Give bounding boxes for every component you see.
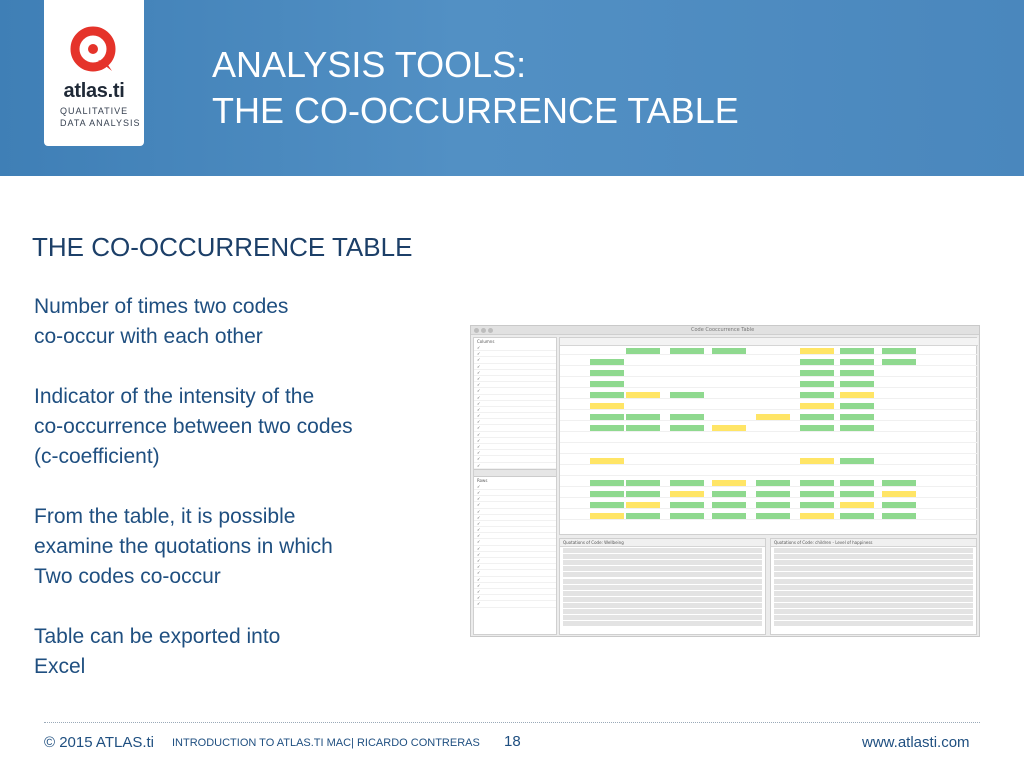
window-minimize-icon [481, 328, 486, 333]
code-list-row: ✓ [474, 370, 556, 376]
grid-cell [590, 513, 624, 519]
grid-cell [800, 480, 834, 486]
quotation-row [774, 609, 973, 614]
code-list-row: ✓ [474, 533, 556, 539]
quotation-row [563, 548, 762, 553]
code-list-row: ✓ [474, 351, 556, 357]
code-list-row: ✓ [474, 490, 556, 496]
grid-cell [800, 370, 834, 376]
grid-cell [626, 491, 660, 497]
window-close-icon [474, 328, 479, 333]
code-selection-panel [473, 337, 557, 635]
code-list-row: ✓ [474, 583, 556, 589]
grid-header-row [560, 338, 978, 346]
grid-cell [840, 381, 874, 387]
column-code-list [474, 345, 556, 469]
code-list-row: ✓ [474, 388, 556, 394]
grid-cell [626, 480, 660, 486]
grid-cell [712, 491, 746, 497]
quotation-list-right [770, 538, 977, 635]
atlas-ti-logo-icon [68, 24, 118, 74]
grid-cell [670, 491, 704, 497]
slide-title [212, 42, 739, 134]
grid-cell [882, 502, 916, 508]
grid-cell [840, 458, 874, 464]
grid-cell [626, 414, 660, 420]
grid-cell [756, 502, 790, 508]
bullet-text: From the table, it is possible examine the quotations in which Two codes co-occur [34, 505, 333, 588]
code-list-row: ✓ [474, 364, 556, 370]
grid-cell [800, 491, 834, 497]
grid-cell [840, 502, 874, 508]
grid-cell [712, 502, 746, 508]
code-list-row: ✓ [474, 432, 556, 438]
code-list-row: ✓ [474, 419, 556, 425]
page-number: 18 [504, 733, 521, 750]
grid-row [560, 392, 978, 399]
quotation-row [774, 572, 973, 577]
logo-wordmark: atlas.ti [63, 80, 125, 102]
atlas-ti-logo [44, 0, 144, 146]
quotation-row [774, 615, 973, 620]
grid-cell [840, 392, 874, 398]
grid-cell [840, 348, 874, 354]
grid-cell [756, 491, 790, 497]
code-list-row: ✓ [474, 515, 556, 521]
window-zoom-icon [488, 328, 493, 333]
grid-cell [800, 414, 834, 420]
quotation-row [774, 560, 973, 565]
grid-row [560, 348, 978, 355]
columns-header: Columns [477, 339, 495, 344]
quotation-panels [559, 538, 977, 635]
code-list-row: ✓ [474, 558, 556, 564]
grid-cell [800, 359, 834, 365]
grid-row [560, 425, 978, 432]
grid-cell [882, 491, 916, 497]
grid-cell [670, 348, 704, 354]
grid-row [560, 403, 978, 410]
section-title: THE CO-OCCURRENCE TABLE [32, 232, 413, 262]
quotation-row [563, 591, 762, 596]
grid-cell [800, 502, 834, 508]
quotation-row [563, 585, 762, 590]
grid-row [560, 414, 978, 421]
code-list-row: ✓ [474, 395, 556, 401]
grid-cell [590, 458, 624, 464]
code-list-row: ✓ [474, 456, 556, 462]
quotation-list-header: Quotations of Code: children - Level of happiness [771, 539, 976, 547]
code-list-row: ✓ [474, 438, 556, 444]
grid-cell [800, 425, 834, 431]
grid-cell [590, 392, 624, 398]
row-code-list [474, 484, 556, 608]
panel-divider [474, 469, 556, 477]
quotation-row [563, 572, 762, 577]
code-list-row: ✓ [474, 496, 556, 502]
quotation-row [774, 591, 973, 596]
quotation-row [774, 566, 973, 571]
grid-cell [840, 425, 874, 431]
grid-row [560, 491, 978, 498]
quotation-row [563, 621, 762, 626]
code-list-row: ✓ [474, 484, 556, 490]
code-list-row: ✓ [474, 382, 556, 388]
grid-cell [712, 513, 746, 519]
grid-cell [840, 513, 874, 519]
grid-row [560, 458, 978, 465]
grid-row [560, 436, 978, 443]
quotation-row [774, 603, 973, 608]
grid-cell [712, 425, 746, 431]
grid-cell [590, 502, 624, 508]
grid-cell [756, 480, 790, 486]
quotation-list-header: Quotations of Code: Wellbeing [560, 539, 765, 547]
grid-cell [882, 513, 916, 519]
grid-cell [670, 480, 704, 486]
quotation-row [563, 603, 762, 608]
grid-cell [800, 403, 834, 409]
quotation-row [774, 579, 973, 584]
slide-header [0, 0, 1024, 176]
grid-cell [756, 513, 790, 519]
grid-cell [840, 480, 874, 486]
quotation-row [563, 554, 762, 559]
grid-cell [670, 392, 704, 398]
quotation-row [563, 597, 762, 602]
grid-row [560, 513, 978, 520]
code-list-row: ✓ [474, 413, 556, 419]
grid-cell [670, 502, 704, 508]
grid-cell [590, 491, 624, 497]
code-list-row: ✓ [474, 357, 556, 363]
grid-cell [756, 414, 790, 420]
code-list-row: ✓ [474, 601, 556, 607]
grid-cell [800, 513, 834, 519]
code-list-row: ✓ [474, 589, 556, 595]
bullet-text: Table can be exported into Excel [34, 625, 281, 678]
code-list-row: ✓ [474, 401, 556, 407]
grid-cell [670, 414, 704, 420]
cooccurrence-table-screenshot [470, 325, 980, 637]
rows-header: Rows [477, 477, 488, 483]
code-list-row: ✓ [474, 564, 556, 570]
quotation-row [563, 615, 762, 620]
grid-cell [670, 425, 704, 431]
code-list-row: ✓ [474, 425, 556, 431]
grid-cell [590, 381, 624, 387]
grid-cell [590, 370, 624, 376]
quotation-row [563, 560, 762, 565]
grid-cell [590, 480, 624, 486]
code-list-row: ✓ [474, 577, 556, 583]
grid-cell [882, 359, 916, 365]
quotation-row [563, 609, 762, 614]
code-list-row: ✓ [474, 509, 556, 515]
copyright-text: © 2015 ATLAS.ti [44, 734, 155, 751]
grid-cell [840, 359, 874, 365]
cooccurrence-grid [559, 337, 977, 535]
grid-cell [800, 381, 834, 387]
quotation-row [774, 585, 973, 590]
grid-cell [670, 513, 704, 519]
slide-title-line-2: THE CO-OCCURRENCE TABLE [212, 90, 739, 131]
grid-cell [712, 480, 746, 486]
code-list-row: ✓ [474, 345, 556, 351]
code-list-row: ✓ [474, 546, 556, 552]
code-list-row: ✓ [474, 376, 556, 382]
grid-cell [626, 425, 660, 431]
grid-row [560, 502, 978, 509]
website-link: www.atlasti.com [862, 734, 970, 751]
code-list-row: ✓ [474, 570, 556, 576]
quotation-row [774, 554, 973, 559]
grid-row [560, 370, 978, 377]
grid-cell [712, 348, 746, 354]
grid-cell [626, 502, 660, 508]
grid-cell [800, 458, 834, 464]
grid-cell [882, 348, 916, 354]
grid-row [560, 480, 978, 487]
grid-cell [626, 348, 660, 354]
quotation-row [774, 597, 973, 602]
code-list-row: ✓ [474, 407, 556, 413]
grid-cell [800, 392, 834, 398]
window-titlebar [471, 326, 980, 335]
grid-cell [626, 392, 660, 398]
code-list-row: ✓ [474, 444, 556, 450]
bullet-text: Indicator of the intensity of the co-occurrence between two codes (c-coefficient) [34, 385, 353, 468]
quotation-row [774, 621, 973, 626]
footer-divider [44, 722, 980, 723]
grid-row [560, 447, 978, 454]
code-list-row: ✓ [474, 539, 556, 545]
logo-tagline: QUALITATIVE DATA ANALYSIS [60, 106, 141, 128]
quotation-row [774, 548, 973, 553]
code-list-row: ✓ [474, 521, 556, 527]
quotation-row [563, 566, 762, 571]
grid-row [560, 469, 978, 476]
quotation-list-left [559, 538, 766, 635]
grid-cell [626, 513, 660, 519]
bullet-text: Number of times two codes co-occur with each other [34, 295, 289, 348]
course-credit: INTRODUCTION TO ATLAS.TI MAC| RICARDO CONTRERAS [172, 737, 480, 749]
grid-row [560, 359, 978, 366]
grid-cell [840, 403, 874, 409]
code-list-row: ✓ [474, 463, 556, 469]
slide-title-line-1: ANALYSIS TOOLS: [212, 44, 527, 85]
window-title: Code Cooccurrence Table [691, 327, 755, 333]
grid-cell [840, 491, 874, 497]
grid-cell [590, 414, 624, 420]
code-list-row: ✓ [474, 527, 556, 533]
code-list-row: ✓ [474, 595, 556, 601]
code-list-row: ✓ [474, 552, 556, 558]
grid-cell [590, 403, 624, 409]
quotation-row [563, 579, 762, 584]
grid-cell [590, 425, 624, 431]
grid-cell [840, 414, 874, 420]
grid-cell [840, 370, 874, 376]
grid-cell [882, 480, 916, 486]
grid-row [560, 381, 978, 388]
code-list-row: ✓ [474, 450, 556, 456]
grid-cell [800, 348, 834, 354]
grid-cell [590, 359, 624, 365]
code-list-row: ✓ [474, 502, 556, 508]
